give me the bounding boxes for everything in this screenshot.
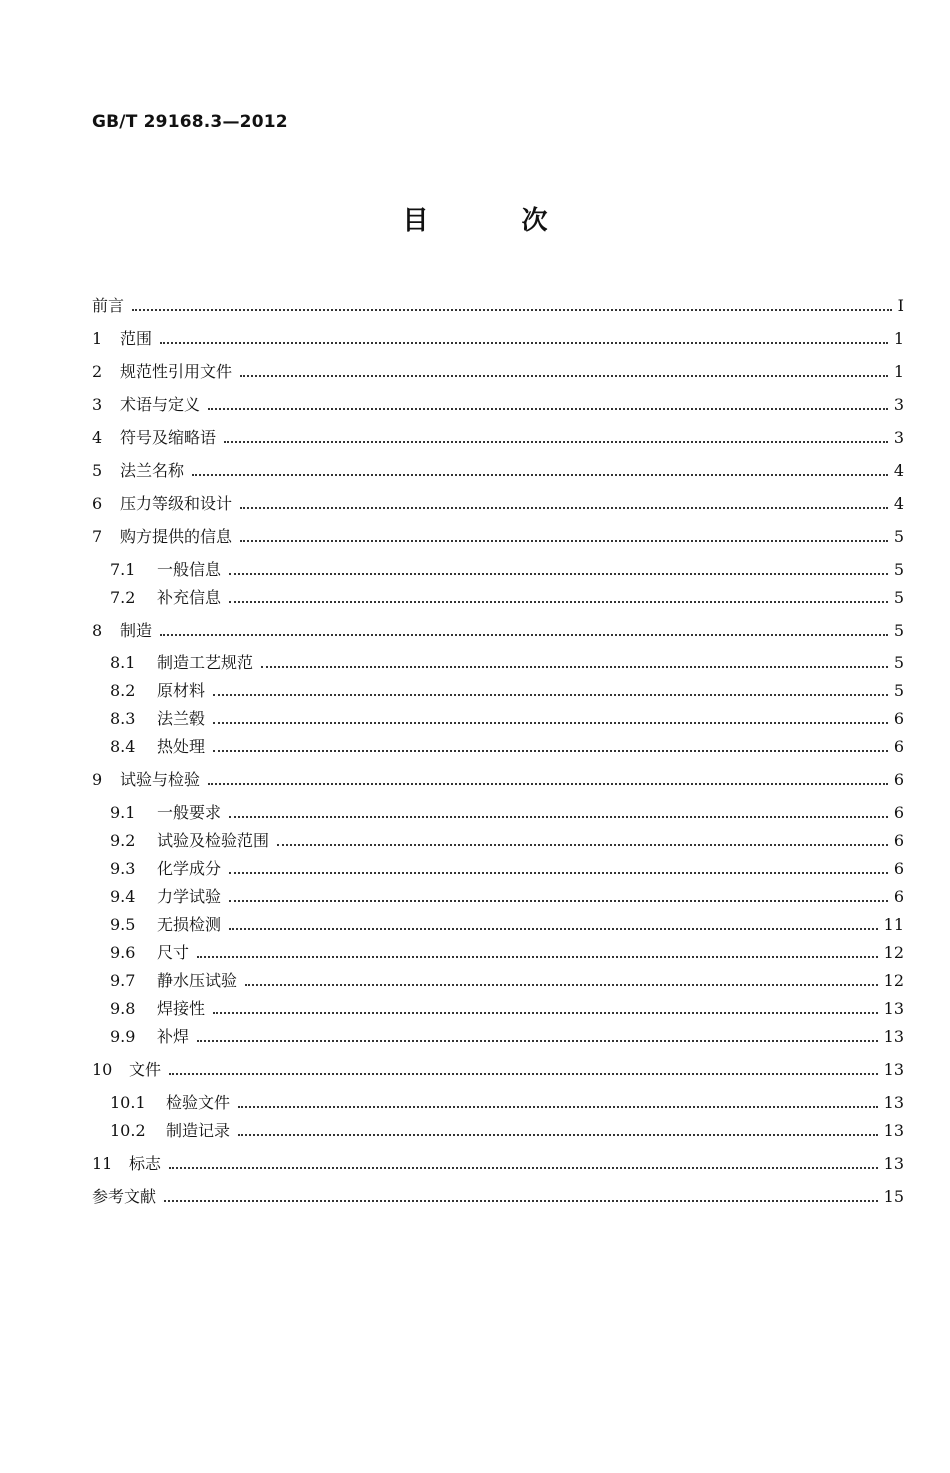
- toc-entry-label: 制造工艺规范: [157, 653, 254, 672]
- toc-entry-page: 5: [893, 527, 904, 546]
- toc-entry[interactable]: [92, 325, 904, 349]
- toc-entry-page: 6: [893, 737, 904, 756]
- toc-entry-number: 6: [92, 494, 103, 513]
- toc-entry[interactable]: [92, 1056, 904, 1080]
- toc-entry-page: 13: [883, 999, 904, 1018]
- toc-entry-label: 力学试验: [157, 887, 222, 906]
- toc-entry-label: 制造: [120, 621, 153, 640]
- toc-entry-label: 标志: [129, 1154, 162, 1173]
- toc-entry-number: 9.5: [110, 915, 136, 934]
- toc-entry-number: 10.1: [110, 1093, 146, 1112]
- dot-leader: [240, 539, 888, 542]
- dot-leader: [229, 815, 888, 818]
- toc-entry-number: 9.7: [110, 971, 136, 990]
- toc-subentry[interactable]: [110, 995, 904, 1019]
- toc-entry-page: 1: [893, 329, 904, 348]
- dot-leader: [213, 1011, 878, 1014]
- dot-leader: [132, 308, 892, 311]
- toc-entry-page: 1: [893, 362, 904, 381]
- toc-entry-number: 9.9: [110, 1027, 136, 1046]
- toc-entry-number: 2: [92, 362, 103, 381]
- toc-entry-page: 3: [893, 428, 904, 447]
- dot-leader: [164, 1199, 878, 1202]
- toc-subentry[interactable]: [110, 677, 904, 701]
- toc-entry-label: 前言: [92, 296, 125, 315]
- toc-entry-page: 6: [893, 859, 904, 878]
- dot-leader: [208, 782, 888, 785]
- toc-entry[interactable]: [92, 1150, 904, 1174]
- toc-entry-number: 9.3: [110, 859, 136, 878]
- toc-entry-page: 5: [893, 653, 904, 672]
- dot-leader: [213, 749, 888, 752]
- toc-entry-page: 5: [893, 588, 904, 607]
- toc-entry[interactable]: [92, 490, 904, 514]
- toc-entry-number: 3: [92, 395, 103, 414]
- toc-entry-number: 8.3: [110, 709, 136, 728]
- toc-entry-label: 焊接性: [157, 999, 206, 1018]
- toc-entry-label: 压力等级和设计: [120, 494, 233, 513]
- toc-subentry[interactable]: [110, 733, 904, 757]
- toc-entry-page: 6: [893, 887, 904, 906]
- dot-leader: [261, 665, 888, 668]
- toc-subentry[interactable]: [110, 883, 904, 907]
- toc-subentry[interactable]: [110, 827, 904, 851]
- dot-leader: [240, 506, 888, 509]
- toc-entry-page: 5: [893, 621, 904, 640]
- toc-subentry[interactable]: [110, 911, 904, 935]
- toc-entry-label: 热处理: [157, 737, 206, 756]
- toc-entry-number: 7.2: [110, 588, 136, 607]
- toc-entry[interactable]: [92, 391, 904, 415]
- toc-entry-page: 13: [883, 1121, 904, 1140]
- toc-entry-number: 9.6: [110, 943, 136, 962]
- toc-entry-label: 参考文献: [92, 1187, 157, 1206]
- toc-entry-number: 7.1: [110, 560, 136, 579]
- toc-entry-number: 8.2: [110, 681, 136, 700]
- toc-subentry[interactable]: [110, 939, 904, 963]
- toc-entry-page: 5: [893, 681, 904, 700]
- toc-subentry[interactable]: [110, 556, 904, 580]
- dot-leader: [197, 1039, 878, 1042]
- toc-entry-page: 6: [893, 803, 904, 822]
- toc-entry-number: 11: [92, 1154, 113, 1173]
- dot-leader: [160, 633, 888, 636]
- toc-entry-page: 6: [893, 709, 904, 728]
- dot-leader: [245, 983, 878, 986]
- dot-leader: [213, 721, 888, 724]
- toc-subentry[interactable]: [110, 967, 904, 991]
- dot-leader: [213, 693, 888, 696]
- dot-leader: [169, 1166, 878, 1169]
- toc-entry-page: 6: [893, 831, 904, 850]
- toc-entry-page: 13: [883, 1027, 904, 1046]
- toc-entry-page: 3: [893, 395, 904, 414]
- toc-entry-label: 范围: [120, 329, 153, 348]
- toc-subentry[interactable]: [110, 1023, 904, 1047]
- toc-entry-page: 4: [893, 461, 904, 480]
- toc-entry-label: 试验与检验: [120, 770, 201, 789]
- toc-subentry[interactable]: [110, 1117, 904, 1141]
- toc-entry-number: 8: [92, 621, 103, 640]
- toc-entry-page: 12: [883, 971, 904, 990]
- toc-entry-label: 检验文件: [166, 1093, 231, 1112]
- toc-entry-bibliography[interactable]: [92, 1183, 904, 1207]
- toc-entry-number: 9.4: [110, 887, 136, 906]
- toc-entry-label: 文件: [129, 1060, 162, 1079]
- toc-entry-number: 5: [92, 461, 103, 480]
- toc-entry-label: 术语与定义: [120, 395, 201, 414]
- dot-leader: [240, 374, 888, 377]
- toc-entry[interactable]: [92, 766, 904, 790]
- dot-leader: [197, 955, 878, 958]
- dot-leader: [238, 1133, 878, 1136]
- toc-entry-label: 符号及缩略语: [120, 428, 217, 447]
- toc-entry-page: 11: [883, 915, 904, 934]
- toc-entry-number: 10.2: [110, 1121, 146, 1140]
- toc-entry-label: 试验及检验范围: [157, 831, 270, 850]
- toc-entry[interactable]: [92, 457, 904, 481]
- dot-leader: [229, 572, 888, 575]
- toc-entry-label: 法兰名称: [120, 461, 185, 480]
- toc-entry-number: 9.8: [110, 999, 136, 1018]
- toc-subentry[interactable]: [110, 705, 904, 729]
- toc-entry-label: 静水压试验: [157, 971, 238, 990]
- toc-entry-label: 一般信息: [157, 560, 222, 579]
- toc-subentry[interactable]: [110, 855, 904, 879]
- toc-entry[interactable]: [92, 358, 904, 382]
- toc-entry[interactable]: [92, 523, 904, 547]
- toc-entry-number: 9.1: [110, 803, 136, 822]
- toc-entry[interactable]: [92, 424, 904, 448]
- toc-entry-page: 13: [883, 1060, 904, 1079]
- toc-entry-label: 尺寸: [157, 943, 190, 962]
- dot-leader: [192, 473, 888, 476]
- dot-leader: [277, 843, 888, 846]
- toc-entry-number: 8.4: [110, 737, 136, 756]
- toc-entry-number: 10: [92, 1060, 113, 1079]
- toc-entry-page: 12: [883, 943, 904, 962]
- toc-entry-page: 15: [883, 1187, 904, 1206]
- dot-leader: [238, 1105, 878, 1108]
- toc-entry-number: 8.1: [110, 653, 136, 672]
- toc-subentry[interactable]: [110, 1089, 904, 1113]
- toc-entry-number: 7: [92, 527, 103, 546]
- standard-code: GB/T 29168.3—2012: [92, 112, 288, 132]
- toc-entry-label: 制造记录: [166, 1121, 231, 1140]
- toc-entry-page: I: [897, 296, 904, 315]
- toc-entry-page: 4: [893, 494, 904, 513]
- toc-entry-page: 13: [883, 1093, 904, 1112]
- toc-entry-page: 5: [893, 560, 904, 579]
- toc-entry-number: 1: [92, 329, 103, 348]
- toc-entry-label: 规范性引用文件: [120, 362, 233, 381]
- toc-entry-label: 化学成分: [157, 859, 222, 878]
- toc-entry[interactable]: [92, 617, 904, 641]
- dot-leader: [208, 407, 888, 410]
- toc-entry-label: 补焊: [157, 1027, 190, 1046]
- toc-entry-label: 无损检测: [157, 915, 222, 934]
- toc-entry-number: 4: [92, 428, 103, 447]
- toc-entry-number: 9: [92, 770, 103, 789]
- dot-leader: [169, 1072, 878, 1075]
- toc-entry-number: 9.2: [110, 831, 136, 850]
- dot-leader: [229, 927, 878, 930]
- toc-entry-page: 13: [883, 1154, 904, 1173]
- toc-entry-page: 6: [893, 770, 904, 789]
- dot-leader: [229, 600, 888, 603]
- toc-entry-label: 购方提供的信息: [120, 527, 233, 546]
- toc-title: 目 次: [402, 206, 590, 236]
- dot-leader: [160, 341, 888, 344]
- dot-leader: [229, 899, 888, 902]
- toc-subentry[interactable]: [110, 584, 904, 608]
- toc-entry-label: 原材料: [157, 681, 206, 700]
- dot-leader: [224, 440, 888, 443]
- toc-entry-label: 一般要求: [157, 803, 222, 822]
- toc-entry-label: 补充信息: [157, 588, 222, 607]
- toc-entry-label: 法兰毂: [157, 709, 206, 728]
- toc-entry-foreword[interactable]: [92, 292, 904, 316]
- toc-subentry[interactable]: [110, 799, 904, 823]
- toc-subentry[interactable]: [110, 649, 904, 673]
- dot-leader: [229, 871, 888, 874]
